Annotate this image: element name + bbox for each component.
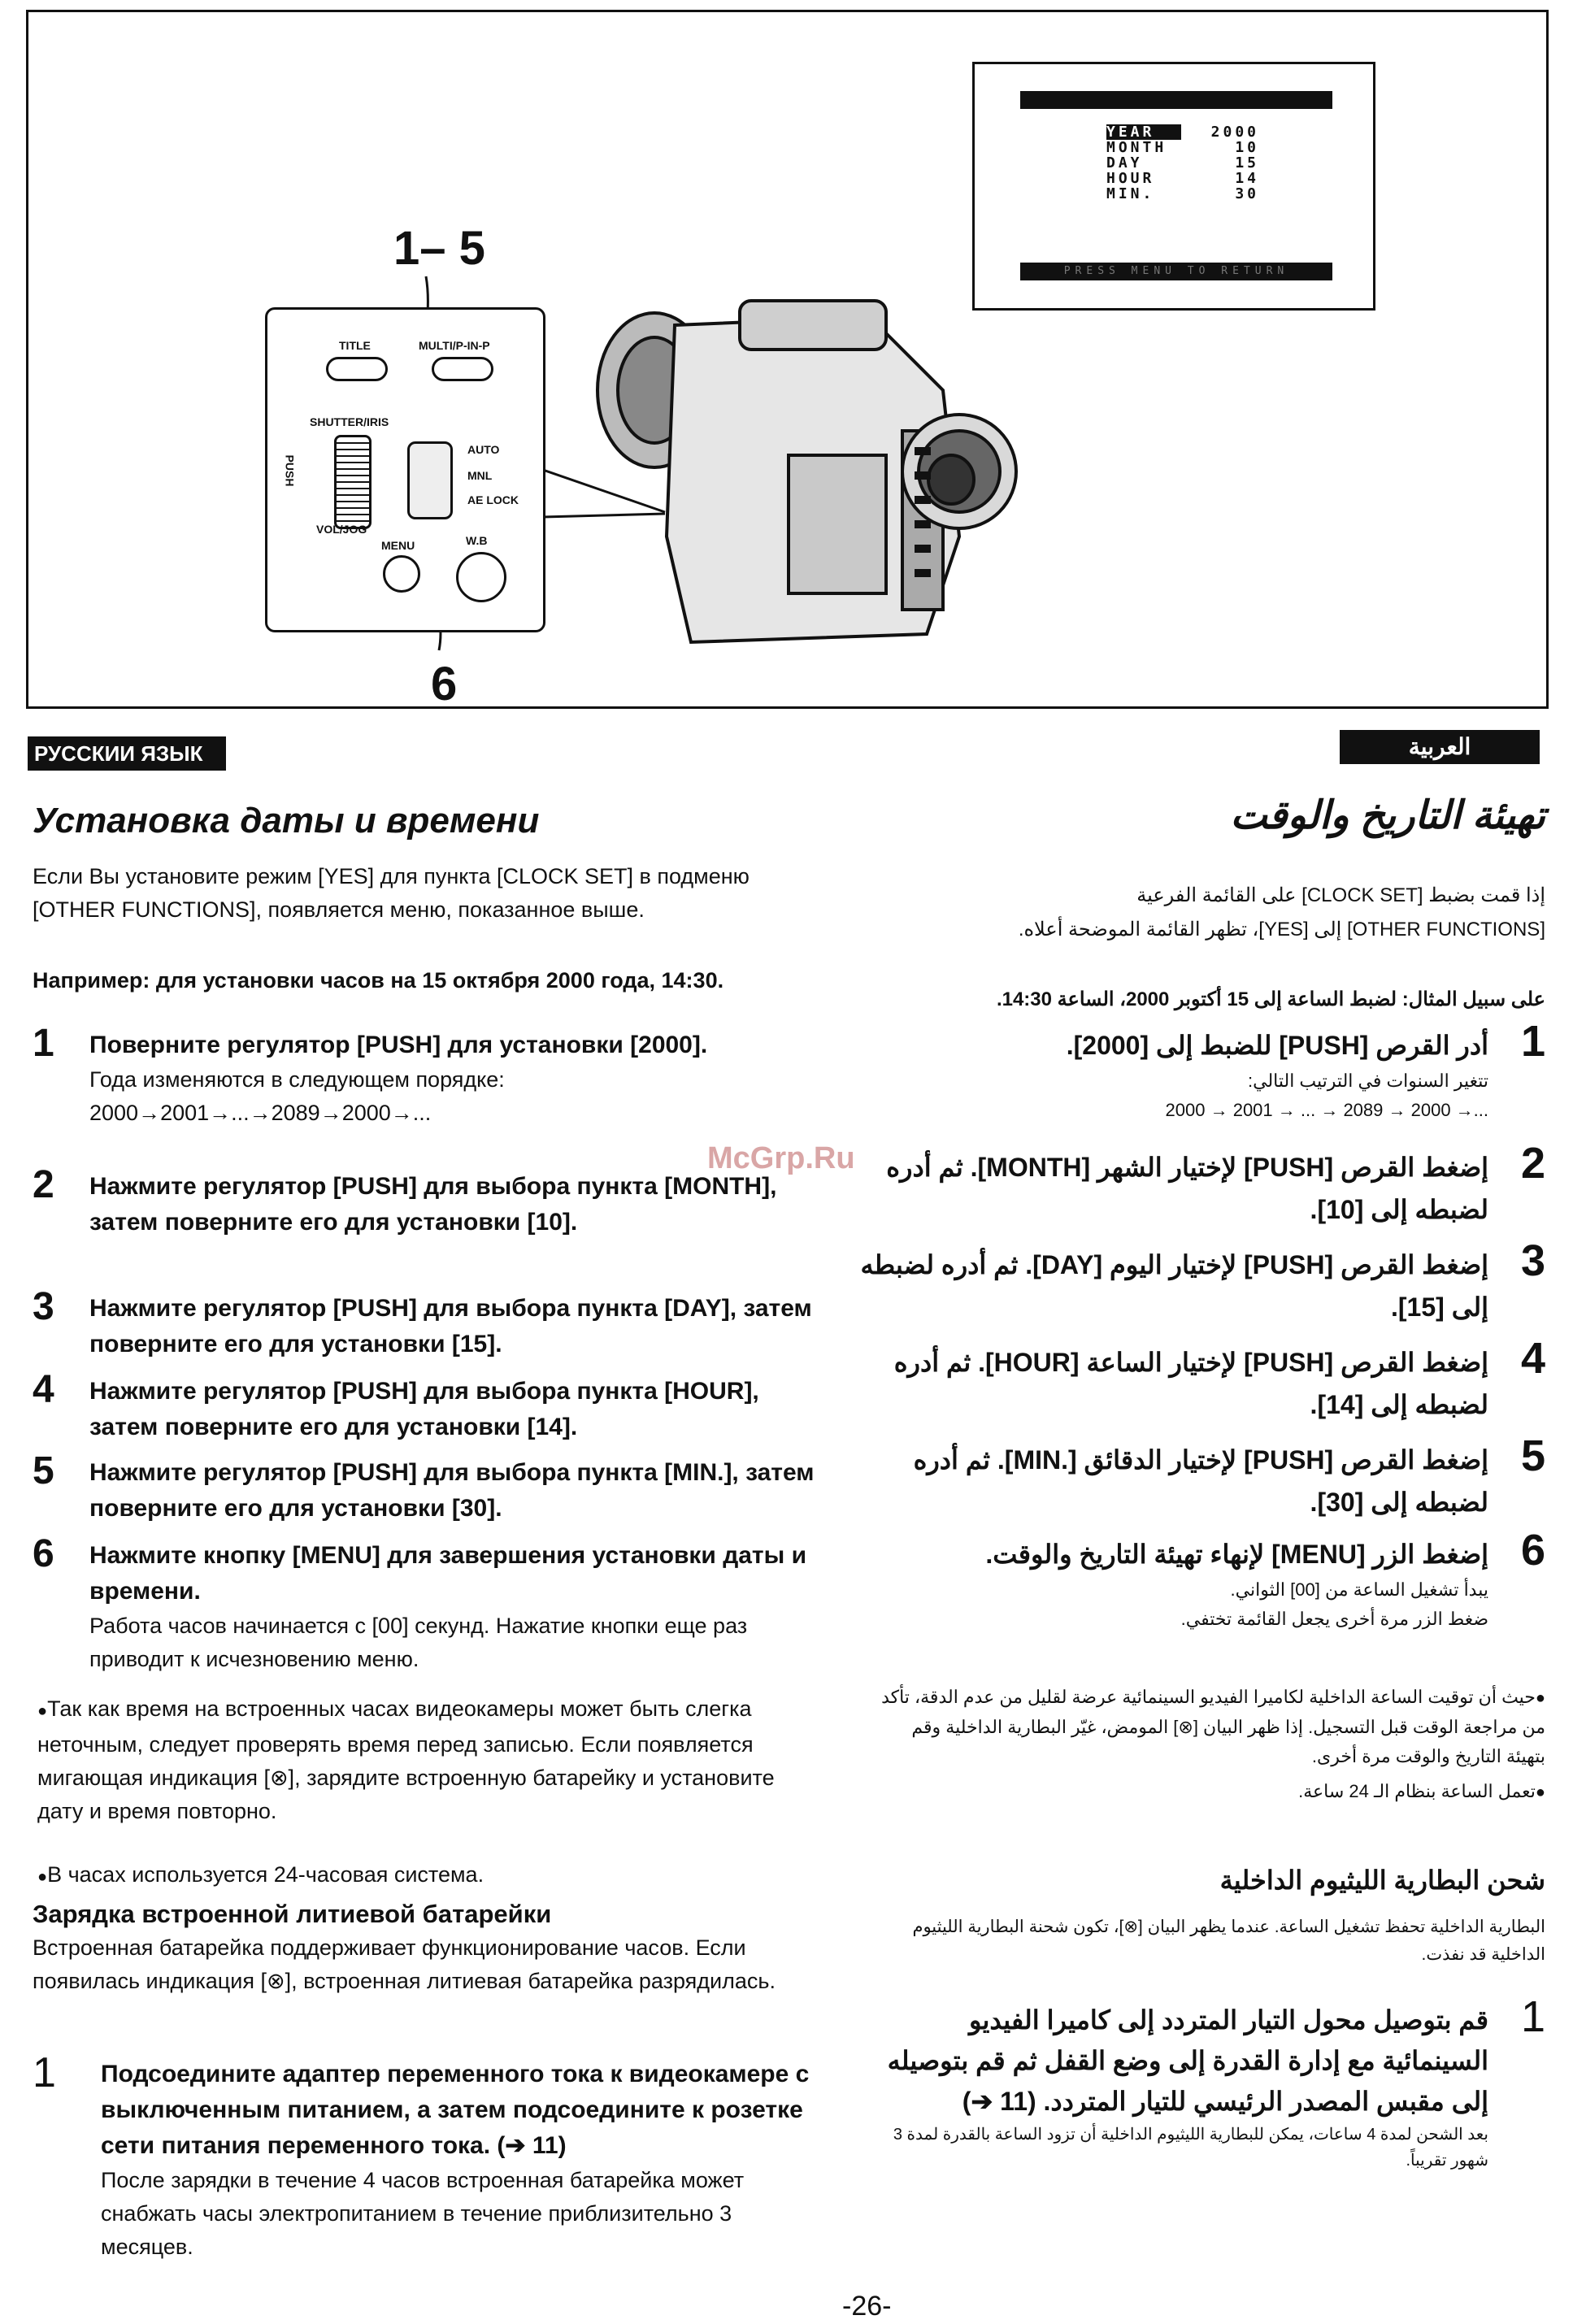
ar-battery-step: 1 قم بتوصيل محول التيار المتردد إلى كاميرا الفيديو السينمائية مع إدارة القدرة إلى وضع القفل ثم قم بتوصيله إلى مقبس المصدر الرئيسي للتيار المتردد. (11 ➔) بعد الشحن لمدة 4 ساعات، يمكن للبطارية الليثيوم الداخلية أن تزود الساعة بالقدرة لمدة 3 شهور تقريباً. xyxy=(887,1992,1545,2170)
title-button[interactable] xyxy=(326,357,388,381)
osd-rows xyxy=(1106,124,1259,202)
ar-step-4: 4 إضغط القرص [PUSH] لإختيار الساعة [HOUR]. ثم أدره لضبطه إلى [14]. xyxy=(893,1334,1545,1419)
callout-steps-1-5: 1– 5 xyxy=(393,222,485,275)
watermark: McGrp.Ru xyxy=(707,1141,855,1175)
osd-row: MONTH 10 xyxy=(1106,139,1259,156)
push-jog-dial[interactable] xyxy=(334,435,372,529)
ru-example-text: для установки часов на 15 октября 2000 года, 14:30. xyxy=(155,968,724,993)
osd-row: DAY 15 xyxy=(1106,154,1259,172)
callout-step-6: 6 xyxy=(431,658,458,710)
multi-pip-button[interactable] xyxy=(432,357,493,381)
ar-example: على سبيل المثال: لضبط الساعة إلى 15 أكتوبر 2000، الساعة 14:30. xyxy=(996,988,1545,1010)
osd-row: MIN. 30 xyxy=(1106,185,1259,202)
ru-battery-text: Встроенная батарейка поддерживает функционирование часов. Если появилась индикация [⊗], встроенная литиевая батарейка разрядилась. xyxy=(33,1935,776,1993)
ru-note-2: ●В часах используется 24-часовая система. xyxy=(37,1862,485,1887)
auto-manual-switch[interactable] xyxy=(407,441,453,519)
clock-set-screen xyxy=(972,62,1375,311)
ar-intro-1: إذا قمت بضبط [CLOCK SET] على القائمة الفرعية xyxy=(1136,884,1545,906)
language-badge-arabic: العربية xyxy=(1340,730,1540,764)
ar-step-5: 5 إضغط القرص [PUSH] لإختيار الدقائق [.MIN]. ثم أدره لضبطه إلى [30]. xyxy=(913,1431,1545,1517)
ru-example xyxy=(33,964,813,997)
ru-example-label: Например: xyxy=(33,968,150,993)
ar-intro-2: [OTHER FUNCTIONS] إلى [YES]، تظهر القائمة الموضحة أعلاه. xyxy=(1018,919,1545,940)
ar-step-1: 1 أدر القرص [PUSH] للضبط إلى [2000]. تتغير السنوات في الترتيب التالي: 2000 → 2001 → ... → 2089 → 2000 →... xyxy=(1066,1017,1545,1120)
control-panel: TITLE MULTI/P-IN-P SHUTTER/IRIS PUSH VOL/JOG AUTO MNL AE LOCK MENU W.B xyxy=(265,307,545,632)
ru-intro: Если Вы установите режим [YES] для пункта [CLOCK SET] в подменю [OTHER FUNCTIONS], появляется меню, показанное выше. xyxy=(33,864,750,922)
osd-row: HOUR 14 xyxy=(1106,170,1259,187)
white-balance-button[interactable] xyxy=(456,552,506,602)
osd-title-bar xyxy=(1020,91,1332,109)
ar-step-6: 6 إضغط الزر [MENU] لإنهاء تهيئة التاريخ والوقت. يبدأ تشغيل الساعة من [00] الثواني. ضغط الزر مرة أخرى يجعل القائمة تختفي. xyxy=(985,1526,1545,1629)
ar-battery-heading: شحن البطارية الليثيوم الداخلية xyxy=(1219,1866,1545,1895)
ar-battery-text: البطارية الداخلية تحفظ تشغيل الساعة. عندما يظهر البيان [⊗]، تكون شحنة البطارية الليثيوم الداخلية قد نفذت. xyxy=(912,1918,1545,1964)
ar-step-2: 2 إضغط القرص [PUSH] لإختيار الشهر [MONTH]. ثم أدره لضبطه إلى [10]. xyxy=(886,1139,1545,1224)
ar-step-3: 3 إضغط القرص [PUSH] لإختيار اليوم [DAY]. ثم أدره لضبطه إلى [15]. xyxy=(860,1236,1545,1322)
osd-footer-bar: PRESS MENU TO RETURN xyxy=(1020,263,1332,280)
ru-note-1: ●Так как время на встроенных часах видеокамеры может быть слегка неточным, следует проверять время перед записью. Если появляется мигающая индикация [⊗], зарядите встроенную батарейку и установите дату и время повторно. xyxy=(37,1696,775,1823)
ar-page-title: تهيئة التاريخ والوقت xyxy=(1230,794,1545,837)
ru-battery-heading: Зарядка встроенной литиевой батарейки xyxy=(33,1900,552,1928)
language-badge-russian: РУССКИИ ЯЗЫК xyxy=(28,736,226,771)
page-number: -26- xyxy=(842,2291,892,2322)
osd-row: YEAR 2000 xyxy=(1106,124,1259,141)
ar-note-1: ●حيث أن توقيت الساعة الداخلية لكاميرا الفيديو السينمائية عرضة لقليل من عدم الدقة، تأكد من مراجعة الوقت قبل التسجيل. إذا ظهر البيان [⊗] المومض، غيّر البطارية الداخلية وقم بتهيئة التاريخ والوقت مرة أخرى. xyxy=(881,1687,1545,1766)
ar-note-2: ●تعمل الساعة بنظام الـ 24 ساعة. xyxy=(1298,1781,1545,1801)
camcorder-illustration xyxy=(577,293,1032,675)
ru-page-title: Установка даты и времени xyxy=(33,801,540,841)
menu-button[interactable] xyxy=(383,555,420,593)
